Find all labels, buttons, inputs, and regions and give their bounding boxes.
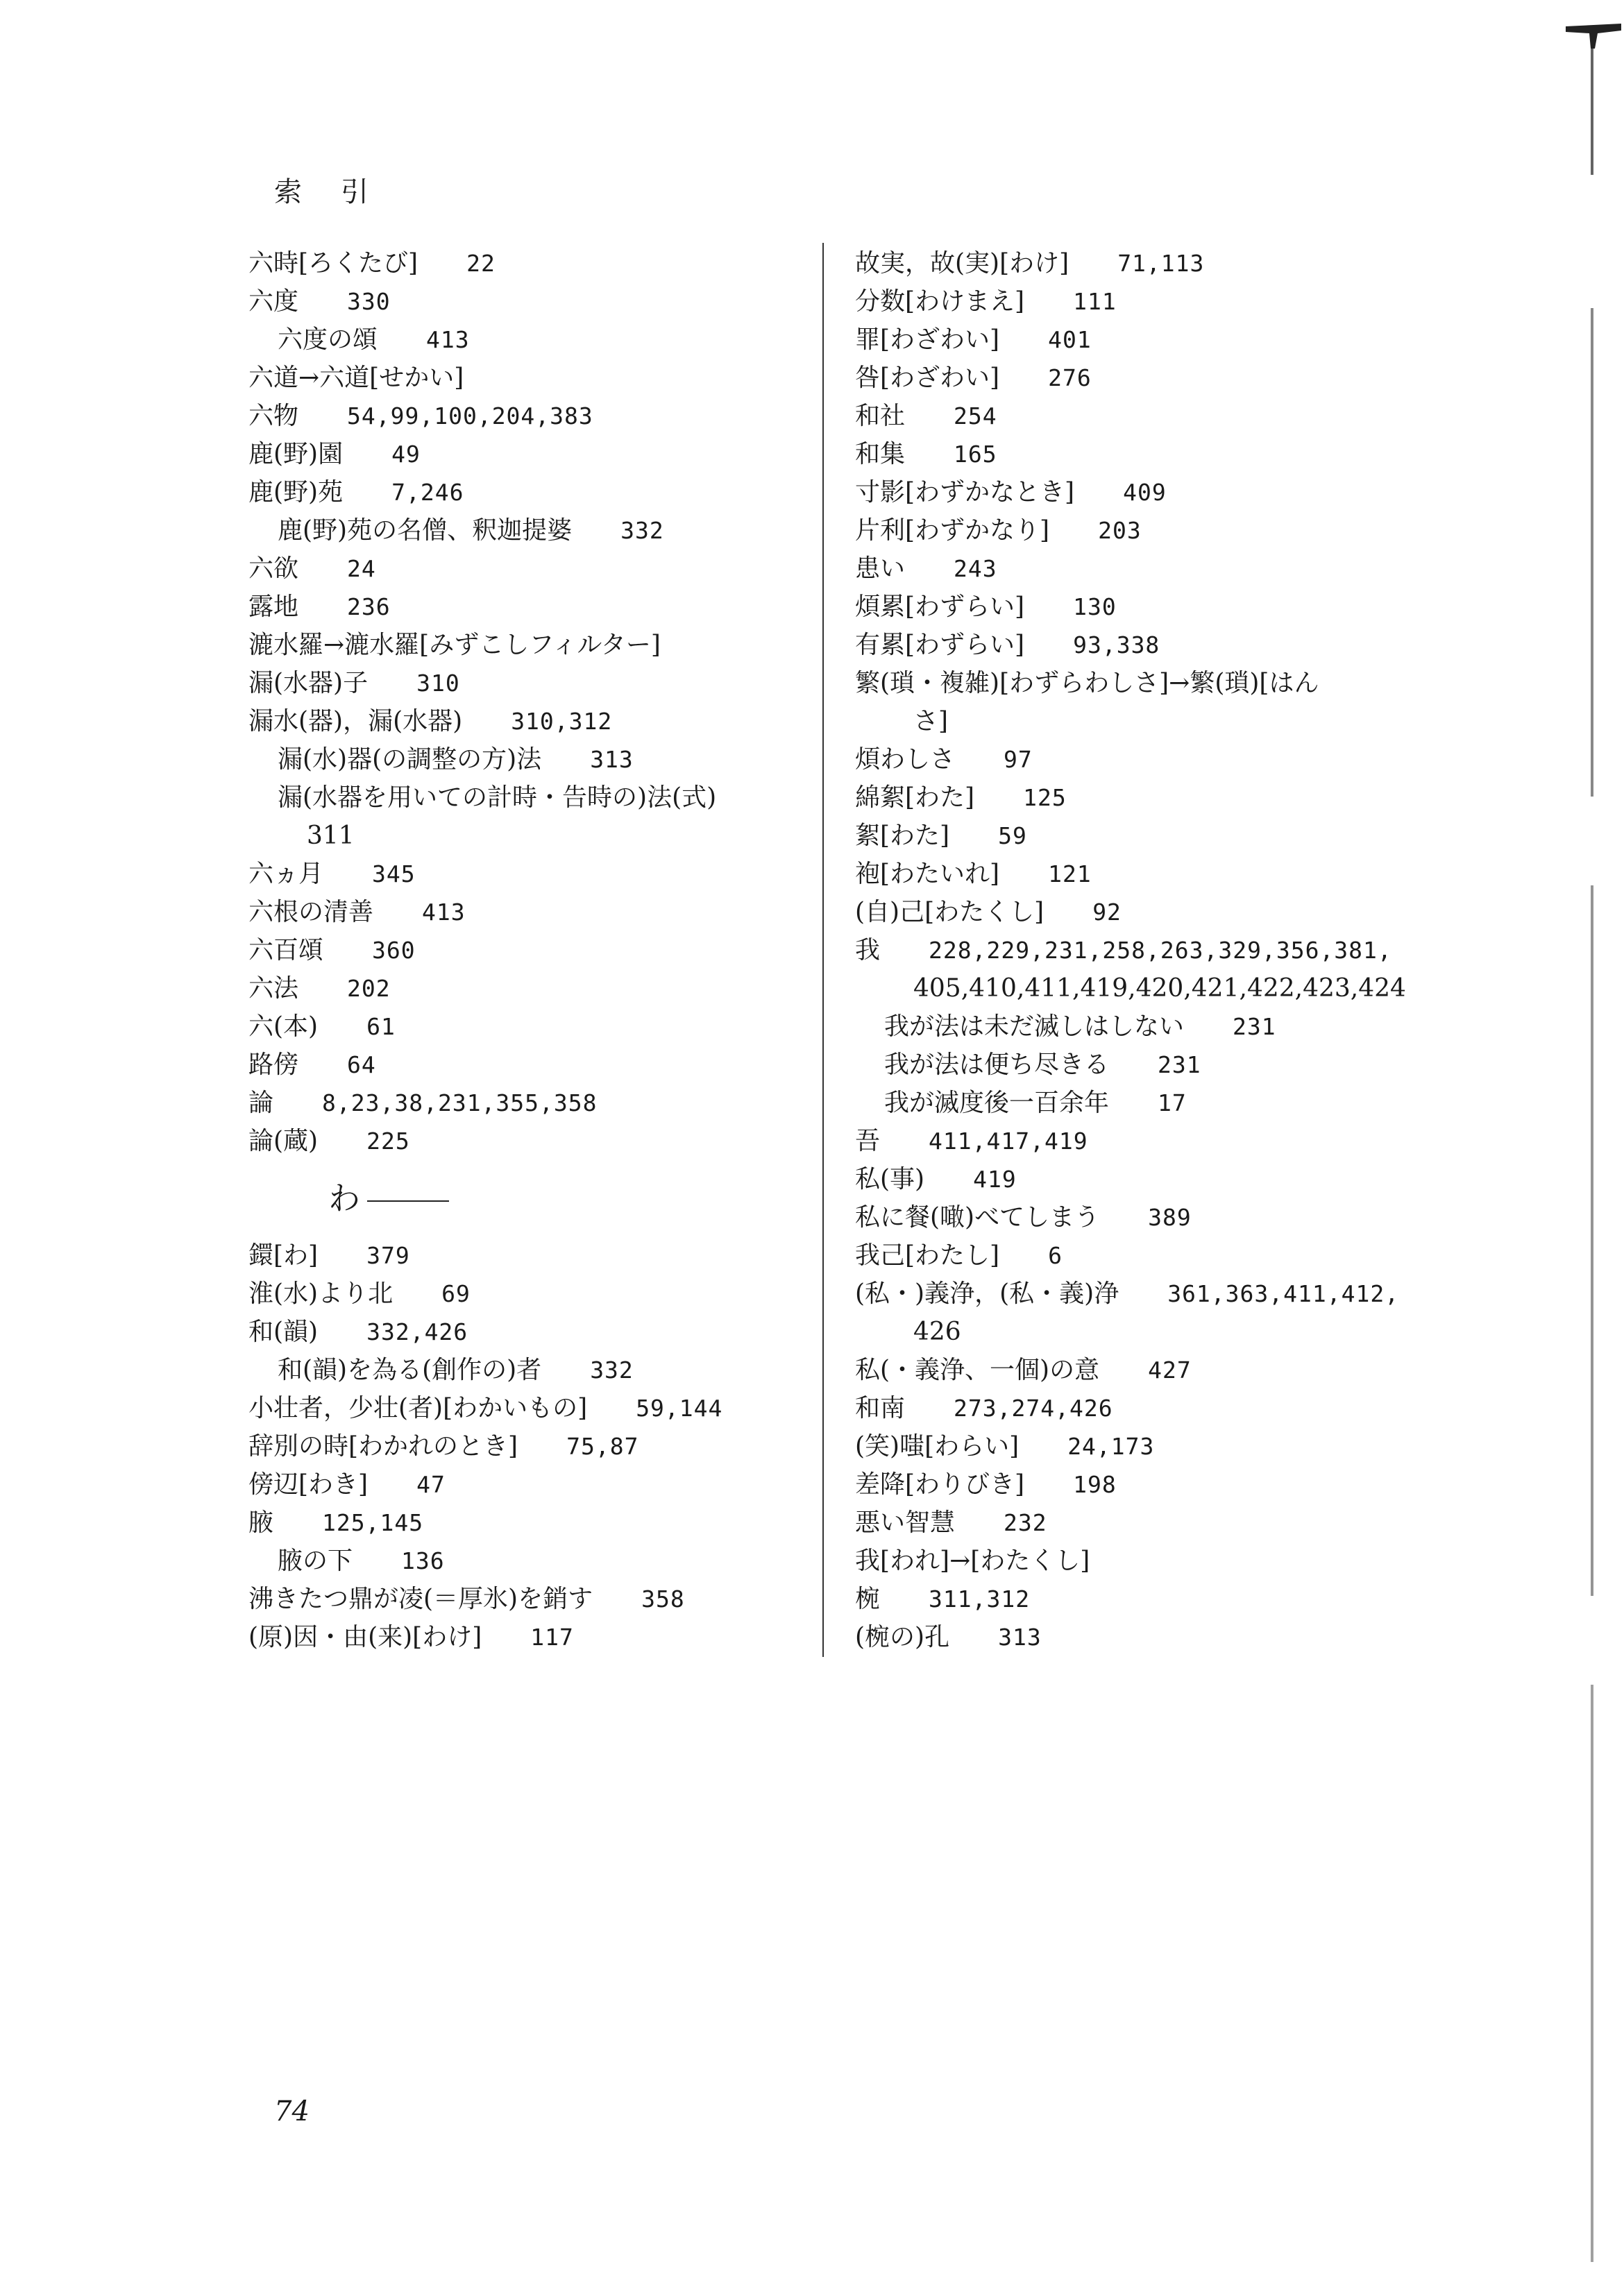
index-term: 露地	[248, 593, 299, 621]
index-entry	[248, 817, 804, 855]
index-pages: 361,363,411,412,	[1167, 1280, 1400, 1307]
index-term: 和(韻)を為る(創作の)者	[278, 1356, 542, 1384]
index-pages: 203	[1098, 517, 1142, 544]
index-pages: 64	[347, 1051, 376, 1078]
index-pages: 401	[1048, 326, 1092, 353]
index-term: (笑)嗤[わらい]	[855, 1432, 1020, 1461]
index-entry	[855, 588, 1424, 626]
index-term: 沸きたつ鼎が凌(＝厚氷)を銷す	[248, 1585, 593, 1613]
page-header: 索引	[274, 176, 407, 208]
index-term: 私(・義浄、一個)の意	[855, 1356, 1100, 1384]
index-pages: 360	[372, 937, 416, 964]
index-pages: 61	[366, 1013, 396, 1040]
index-term: 煩累[わずらい]	[855, 593, 1025, 621]
index-term: 六道→六道[せかい]	[248, 364, 464, 392]
index-entry	[248, 1084, 804, 1122]
index-term: 繁(瑣・複雑)[わずらわしさ]→繁(瑣)[はん	[855, 669, 1319, 697]
index-entry	[855, 473, 1424, 511]
index-pages: 358	[641, 1585, 685, 1613]
index-term: 六法	[248, 974, 299, 1003]
index-term: 吾	[855, 1127, 881, 1155]
index-pages: 121	[1048, 860, 1092, 887]
index-entry	[855, 702, 1424, 740]
index-term: 我が滅度後一百余年	[884, 1089, 1110, 1117]
index-term: (自)己[わたくし]	[855, 898, 1044, 926]
index-entry	[248, 244, 804, 282]
index-term: 311	[307, 822, 355, 850]
index-entry	[248, 359, 804, 397]
index-term: 和社	[855, 402, 906, 430]
index-pages: 125	[1023, 784, 1067, 811]
index-term: 漏(水器)子	[248, 669, 369, 697]
index-pages: 75,87	[566, 1433, 639, 1460]
index-term: 私に餐(噉)べてしまう	[855, 1203, 1100, 1232]
index-entry	[855, 397, 1424, 435]
index-pages: 24	[347, 555, 376, 582]
index-term: 我	[855, 936, 881, 964]
index-entry	[855, 1389, 1424, 1427]
index-term: 小壮者，少壮(者)[わかいもの]	[248, 1394, 588, 1422]
index-entries-a	[248, 244, 804, 1160]
index-term: 論(蔵)	[248, 1127, 319, 1155]
index-term: 悪い智慧	[855, 1508, 956, 1537]
index-term: 私(事)	[855, 1165, 925, 1193]
index-entry	[855, 1198, 1424, 1236]
index-pages: 125,145	[322, 1509, 424, 1536]
index-pages: 165	[954, 441, 997, 468]
index-pages: 232	[1004, 1509, 1047, 1536]
index-term: 患い	[855, 554, 906, 583]
index-pages: 427	[1148, 1357, 1192, 1384]
index-pages: 198	[1073, 1471, 1117, 1498]
index-pages: 313	[998, 1624, 1042, 1651]
scan-edge-mark	[1566, 21, 1621, 49]
index-entry	[248, 702, 804, 740]
index-term: 六ヵ月	[248, 860, 324, 888]
index-term: 論	[248, 1089, 274, 1117]
index-entry	[855, 1465, 1424, 1504]
index-entry	[855, 626, 1424, 664]
index-term: 有累[わずらい]	[855, 631, 1025, 659]
index-term: 六度の頌	[278, 325, 378, 354]
index-pages: 117	[530, 1624, 574, 1651]
index-pages: 92	[1092, 899, 1122, 926]
index-term: 鐶[わ]	[248, 1241, 319, 1270]
index-entry	[248, 1427, 804, 1465]
index-term: 六物	[248, 402, 299, 430]
index-term: 我が法は便ち尽きる	[884, 1051, 1110, 1079]
index-entry	[248, 1389, 804, 1427]
index-pages: 413	[422, 899, 466, 926]
index-term: 鹿(野)苑	[248, 478, 344, 507]
index-column-left	[248, 244, 804, 1656]
index-entry	[855, 1542, 1424, 1580]
index-pages: 236	[347, 593, 391, 620]
index-pages: 379	[366, 1242, 410, 1269]
index-pages: 17	[1158, 1089, 1187, 1116]
index-pages: 276	[1048, 364, 1092, 391]
index-entry	[248, 855, 804, 893]
index-entry	[855, 969, 1424, 1007]
index-pages: 413	[426, 326, 470, 353]
index-entry	[855, 817, 1424, 855]
index-entry	[855, 1160, 1424, 1198]
index-entry	[248, 626, 804, 664]
index-term: 426	[913, 1318, 961, 1346]
index-pages: 254	[954, 402, 997, 430]
index-pages: 59,144	[636, 1395, 723, 1422]
index-pages: 231	[1158, 1051, 1201, 1078]
index-pages: 24,173	[1067, 1433, 1155, 1460]
index-entry	[855, 1122, 1424, 1160]
index-entries-right	[855, 244, 1424, 1656]
column-divider	[822, 243, 824, 1657]
index-entry	[248, 1580, 804, 1618]
index-term: 和(韻)	[248, 1318, 319, 1346]
index-pages: 313	[590, 746, 634, 773]
index-entry	[855, 1313, 1424, 1351]
index-entry	[248, 282, 804, 321]
index-column-right	[855, 244, 1424, 1656]
index-pages: 231	[1233, 1013, 1276, 1040]
index-term: 故実，故(実)[わけ]	[855, 249, 1069, 278]
index-pages: 225	[366, 1128, 410, 1155]
index-entry	[248, 1504, 804, 1542]
index-term: 傍辺[わき]	[248, 1470, 369, 1499]
index-term: 我[われ]→[わたくし]	[855, 1547, 1090, 1575]
index-pages: 332,426	[366, 1318, 468, 1345]
index-pages: 111	[1073, 288, 1117, 315]
index-entry	[855, 1084, 1424, 1122]
section-heading-label: わ	[328, 1180, 360, 1217]
index-entry	[248, 969, 804, 1007]
index-entry	[855, 740, 1424, 779]
index-entry	[248, 1046, 804, 1084]
index-term: 六百頌	[248, 936, 324, 964]
index-term: 六根の清善	[248, 898, 374, 926]
index-entry	[855, 893, 1424, 931]
index-pages: 311,312	[929, 1585, 1031, 1613]
index-entries-b	[248, 1236, 804, 1656]
index-pages: 130	[1073, 593, 1117, 620]
index-entry	[855, 1275, 1424, 1313]
index-term: (椀の)孔	[855, 1623, 950, 1651]
index-term: (私・)義浄，(私・義)浄	[855, 1279, 1119, 1308]
index-pages: 97	[1004, 746, 1033, 773]
index-pages: 411,417,419	[929, 1128, 1088, 1155]
index-pages: 59	[998, 822, 1027, 849]
index-term: 和南	[855, 1394, 906, 1422]
index-pages: 49	[391, 441, 421, 468]
index-pages: 22	[466, 250, 496, 277]
index-entry	[248, 1542, 804, 1580]
index-entry	[248, 321, 804, 359]
index-entry	[855, 931, 1424, 969]
index-entry	[248, 1275, 804, 1313]
index-pages: 330	[347, 288, 391, 315]
index-term: 淮(水)より北	[248, 1279, 394, 1308]
index-entry	[855, 1618, 1424, 1656]
index-entry	[855, 1351, 1424, 1389]
index-term: 咎[わざわい]	[855, 364, 1000, 392]
index-term: 漏(水)器(の調整の方)法	[278, 745, 542, 774]
index-pages: 202	[347, 975, 391, 1002]
index-entry	[248, 1007, 804, 1046]
scan-edge-line	[1591, 42, 1593, 2262]
index-term: 六欲	[248, 554, 299, 583]
index-term: 鹿(野)園	[248, 440, 344, 468]
index-entry	[248, 588, 804, 626]
index-pages: 273,274,426	[954, 1395, 1113, 1422]
index-term: 我己[わたし]	[855, 1241, 1000, 1270]
index-term: 絮[わた]	[855, 822, 950, 850]
index-entry	[248, 664, 804, 702]
index-pages: 47	[416, 1471, 446, 1498]
index-pages: 389	[1148, 1204, 1192, 1231]
index-pages: 69	[441, 1280, 471, 1307]
index-entry	[248, 473, 804, 511]
index-entry	[248, 931, 804, 969]
index-term: 寸影[わずかなとき]	[855, 478, 1075, 507]
index-term: 煩わしさ	[855, 745, 956, 774]
index-pages: 332	[590, 1357, 634, 1384]
index-term: 漉水羅→漉水羅[みずこしフィルター]	[248, 631, 661, 659]
index-entry	[855, 1007, 1424, 1046]
index-pages: 310,312	[511, 708, 613, 735]
index-term: 片利[わずかなり]	[855, 516, 1050, 545]
index-entry	[248, 779, 804, 817]
index-pages: 409	[1123, 479, 1167, 506]
page-number: 74	[274, 2095, 310, 2127]
index-entry	[855, 435, 1424, 473]
index-term: 漏(水器を用いての計時・告時の)法(式)	[278, 783, 717, 812]
index-term: 差降[わりびき]	[855, 1470, 1025, 1499]
index-pages: 7,246	[391, 479, 464, 506]
index-entry	[855, 282, 1424, 321]
index-term: 腋の下	[278, 1547, 353, 1575]
index-term: 和集	[855, 440, 906, 468]
index-term: 路傍	[248, 1051, 299, 1079]
index-term: 綿絮[わた]	[855, 783, 975, 812]
index-entry	[248, 435, 804, 473]
index-entry	[248, 1618, 804, 1656]
index-entry	[855, 359, 1424, 397]
index-term: (原)因・由(来)[わけ]	[248, 1623, 482, 1651]
index-term: 405,410,411,419,420,421,422,423,424	[913, 974, 1406, 1003]
index-entry	[855, 244, 1424, 282]
index-entry	[248, 511, 804, 550]
index-pages: 310	[416, 670, 460, 697]
index-entry	[248, 1122, 804, 1160]
section-heading	[248, 1160, 804, 1236]
index-entry	[248, 1465, 804, 1504]
index-pages: 71,113	[1117, 250, 1205, 277]
index-entry	[855, 1504, 1424, 1542]
index-entry	[855, 1580, 1424, 1618]
index-pages: 54,99,100,204,383	[347, 402, 593, 430]
index-entry	[855, 321, 1424, 359]
index-entry	[855, 550, 1424, 588]
index-entry	[248, 1313, 804, 1351]
index-entry	[855, 779, 1424, 817]
index-pages: 345	[372, 860, 416, 887]
index-entry	[248, 740, 804, 779]
index-pages: 243	[954, 555, 997, 582]
index-entry	[855, 511, 1424, 550]
index-pages: 332	[620, 517, 664, 544]
index-pages: 93,338	[1073, 631, 1160, 658]
index-entry	[248, 1236, 804, 1275]
index-entry	[248, 1351, 804, 1389]
index-pages: 136	[401, 1547, 445, 1574]
index-pages: 8,23,38,231,355,358	[322, 1089, 598, 1116]
index-term: 椀	[855, 1585, 881, 1613]
index-term: さ]	[913, 707, 949, 735]
index-entry	[248, 893, 804, 931]
index-entry	[855, 855, 1424, 893]
index-term: 漏水(器)，漏(水器)	[248, 707, 463, 735]
index-entry	[855, 1427, 1424, 1465]
index-pages: 419	[973, 1166, 1017, 1193]
index-pages: 228,229,231,258,263,329,356,381,	[929, 937, 1392, 964]
index-term: 六(本)	[248, 1012, 319, 1041]
section-rule	[367, 1200, 449, 1202]
index-pages: 6	[1048, 1242, 1063, 1269]
index-term: 六度	[248, 287, 299, 316]
index-term: 六時[ろくたび]	[248, 249, 418, 278]
index-term: 袍[わたいれ]	[855, 860, 1000, 888]
index-term: 分数[わけまえ]	[855, 287, 1025, 316]
index-entry	[855, 1236, 1424, 1275]
index-term: 腋	[248, 1508, 274, 1537]
index-term: 我が法は未だ滅しはしない	[884, 1012, 1185, 1041]
index-entry	[248, 550, 804, 588]
index-entry	[855, 664, 1424, 702]
index-entry	[248, 397, 804, 435]
index-entry	[855, 1046, 1424, 1084]
index-term: 辞別の時[わかれのとき]	[248, 1432, 518, 1461]
index-term: 鹿(野)苑の名僧、釈迦提婆	[278, 516, 573, 545]
index-term: 罪[わざわい]	[855, 325, 1000, 354]
